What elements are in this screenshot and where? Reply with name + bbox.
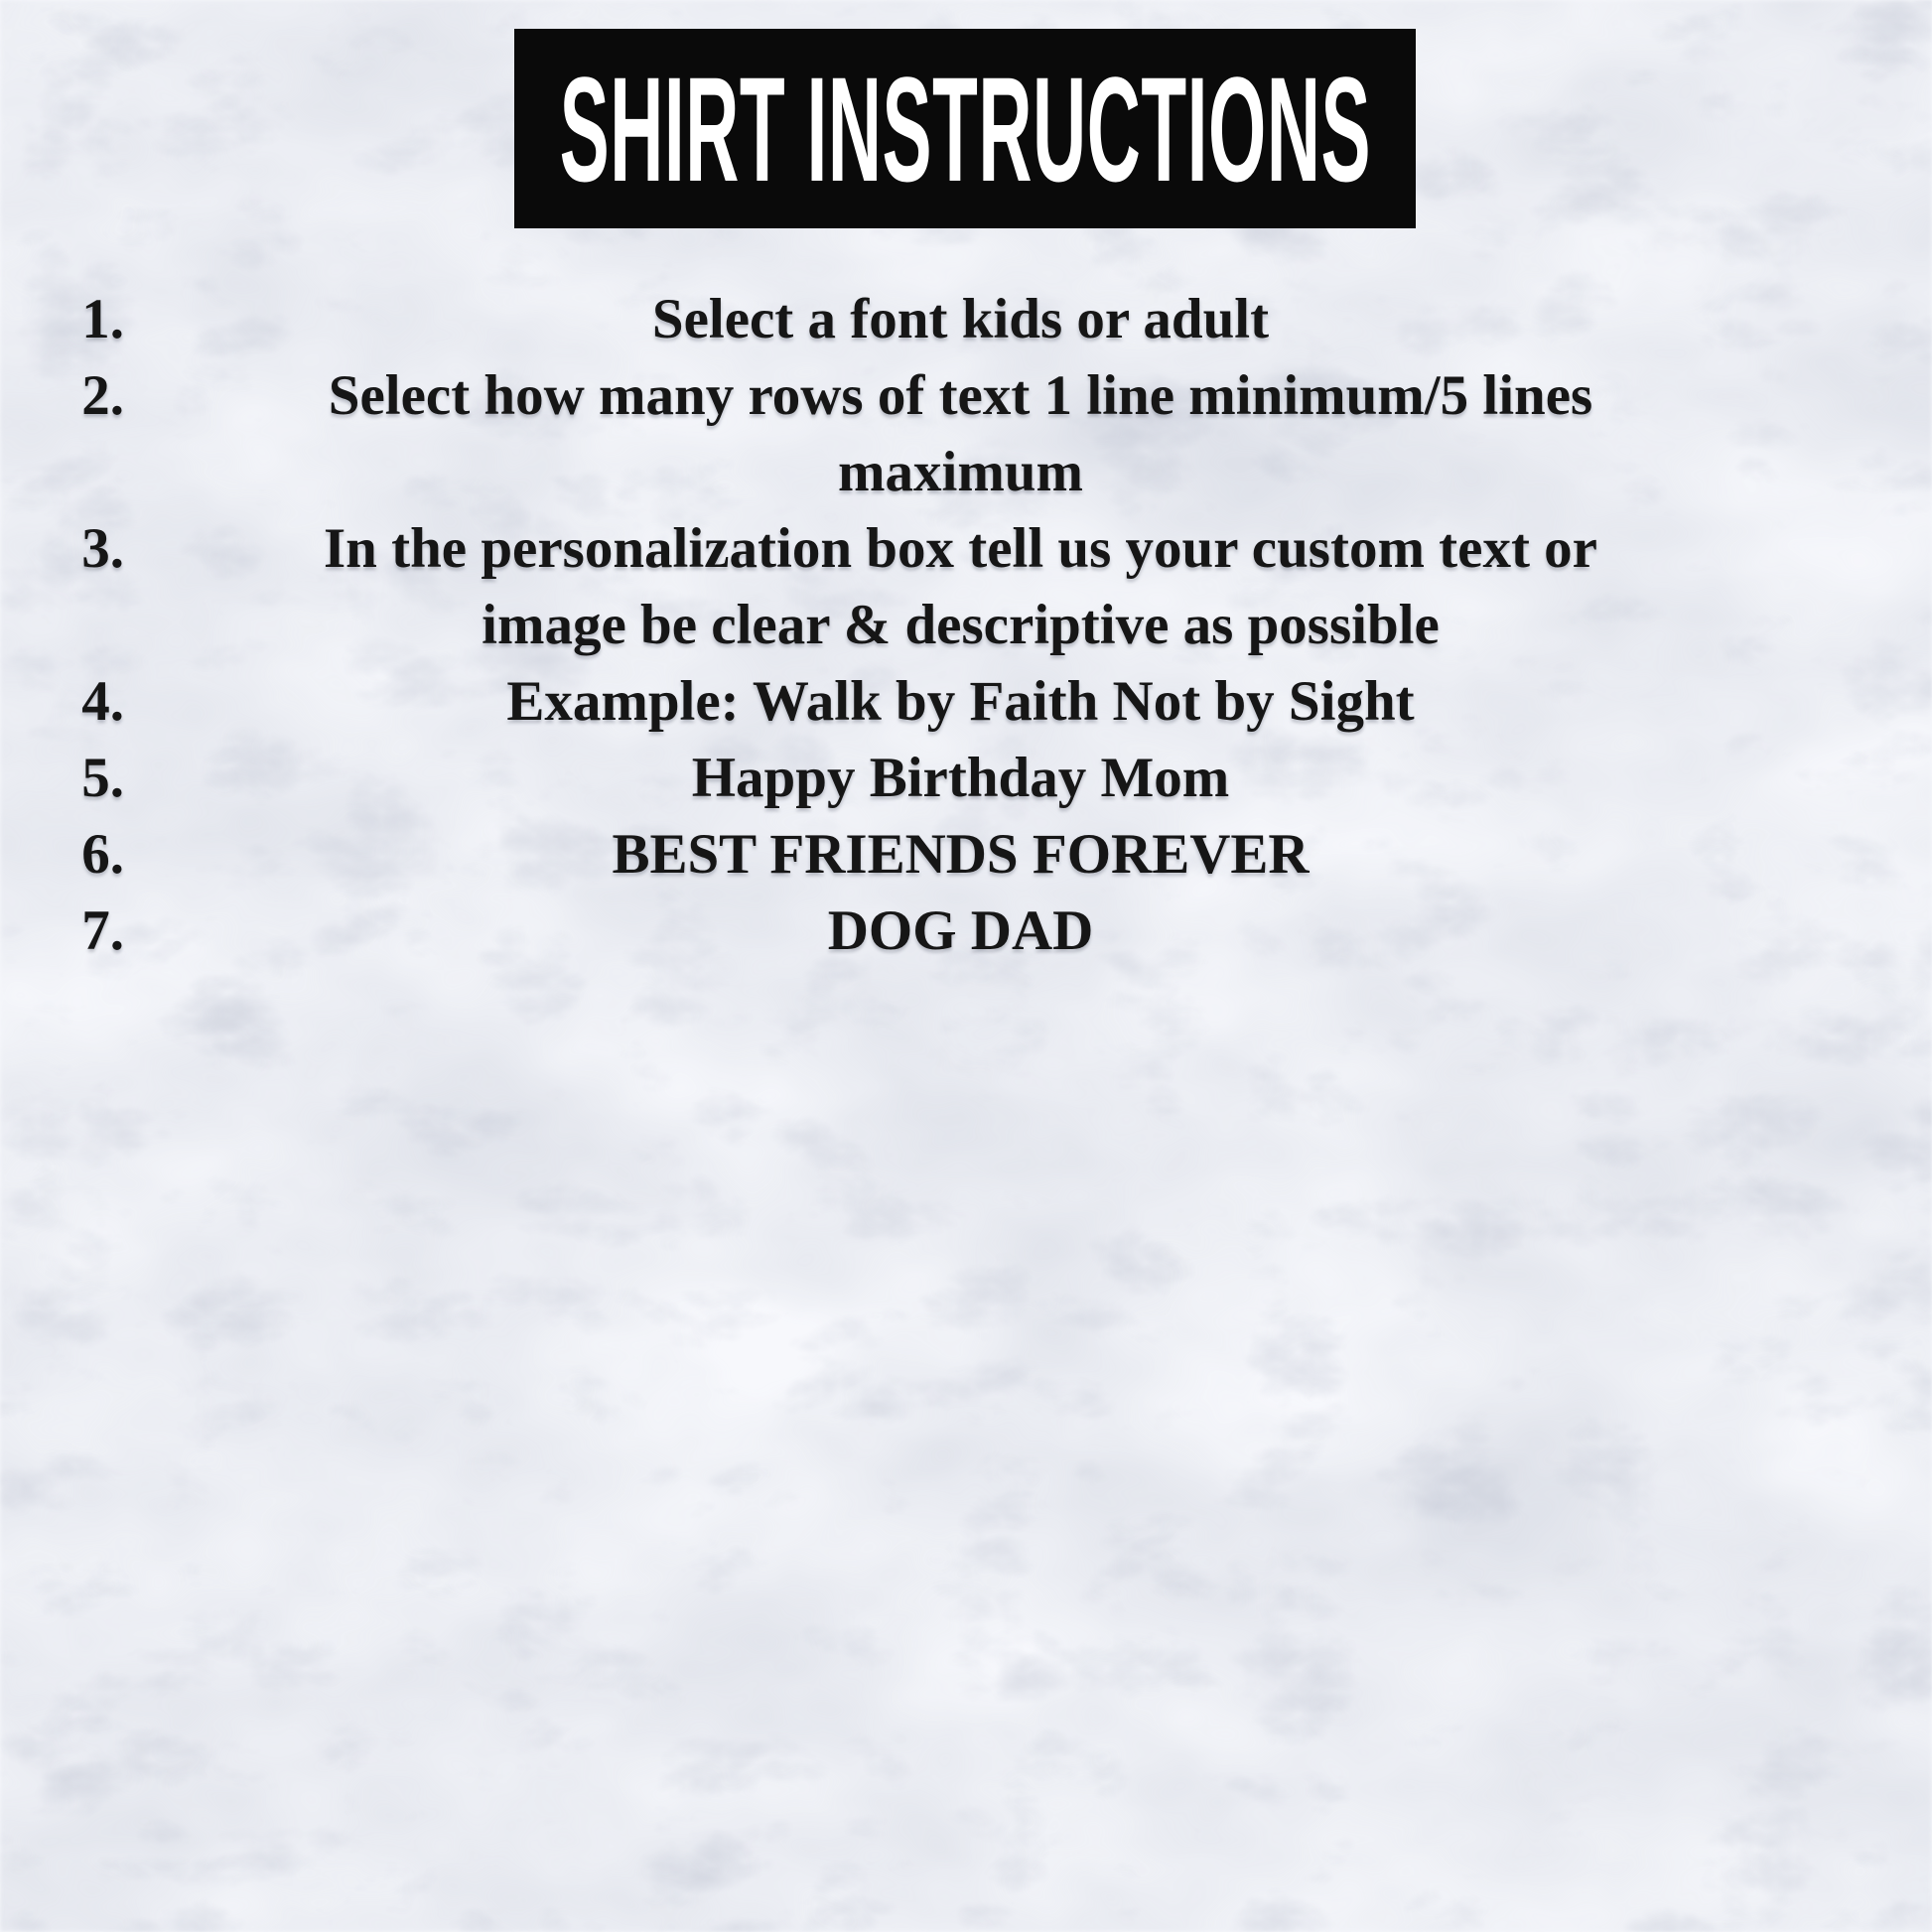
item-text — [124, 663, 1797, 740]
item-text — [124, 893, 1797, 969]
title-banner — [514, 29, 1416, 228]
instruction-item — [0, 281, 1932, 357]
item-text-line: image be clear & descriptive as possible — [482, 594, 1440, 656]
page-title: SHIRT INSTRUCTIONS — [559, 45, 1371, 212]
item-number: 3. — [81, 517, 124, 580]
item-text — [124, 357, 1797, 510]
item-number: 5. — [81, 747, 124, 809]
instruction-item — [0, 510, 1932, 663]
item-text — [124, 510, 1797, 663]
item-text-line: maximum — [838, 441, 1083, 503]
item-number: 2. — [81, 364, 124, 427]
item-text-line: In the personalization box tell us your custom text or — [323, 517, 1597, 580]
item-number: 1. — [81, 288, 124, 350]
item-text — [124, 816, 1797, 893]
item-text-line: Select a font kids or adult — [651, 288, 1270, 350]
item-text-line: Happy Birthday Mom — [691, 747, 1230, 809]
instruction-list — [0, 281, 1932, 969]
item-text-line: BEST FRIENDS FOREVER — [612, 823, 1310, 886]
instruction-item — [0, 357, 1932, 510]
item-number: 7. — [81, 899, 124, 962]
instruction-item — [0, 816, 1932, 893]
instruction-item — [0, 740, 1932, 816]
item-text-line: DOG DAD — [827, 899, 1094, 962]
instruction-item — [0, 663, 1932, 740]
item-number: 4. — [81, 670, 124, 733]
instruction-item — [0, 893, 1932, 969]
item-text-line: Example: Walk by Faith Not by Sight — [506, 670, 1415, 733]
item-number: 6. — [81, 823, 124, 886]
item-text — [124, 740, 1797, 816]
item-text-line: Select how many rows of text 1 line minimum/5 lines — [328, 364, 1593, 427]
item-text — [124, 281, 1797, 357]
